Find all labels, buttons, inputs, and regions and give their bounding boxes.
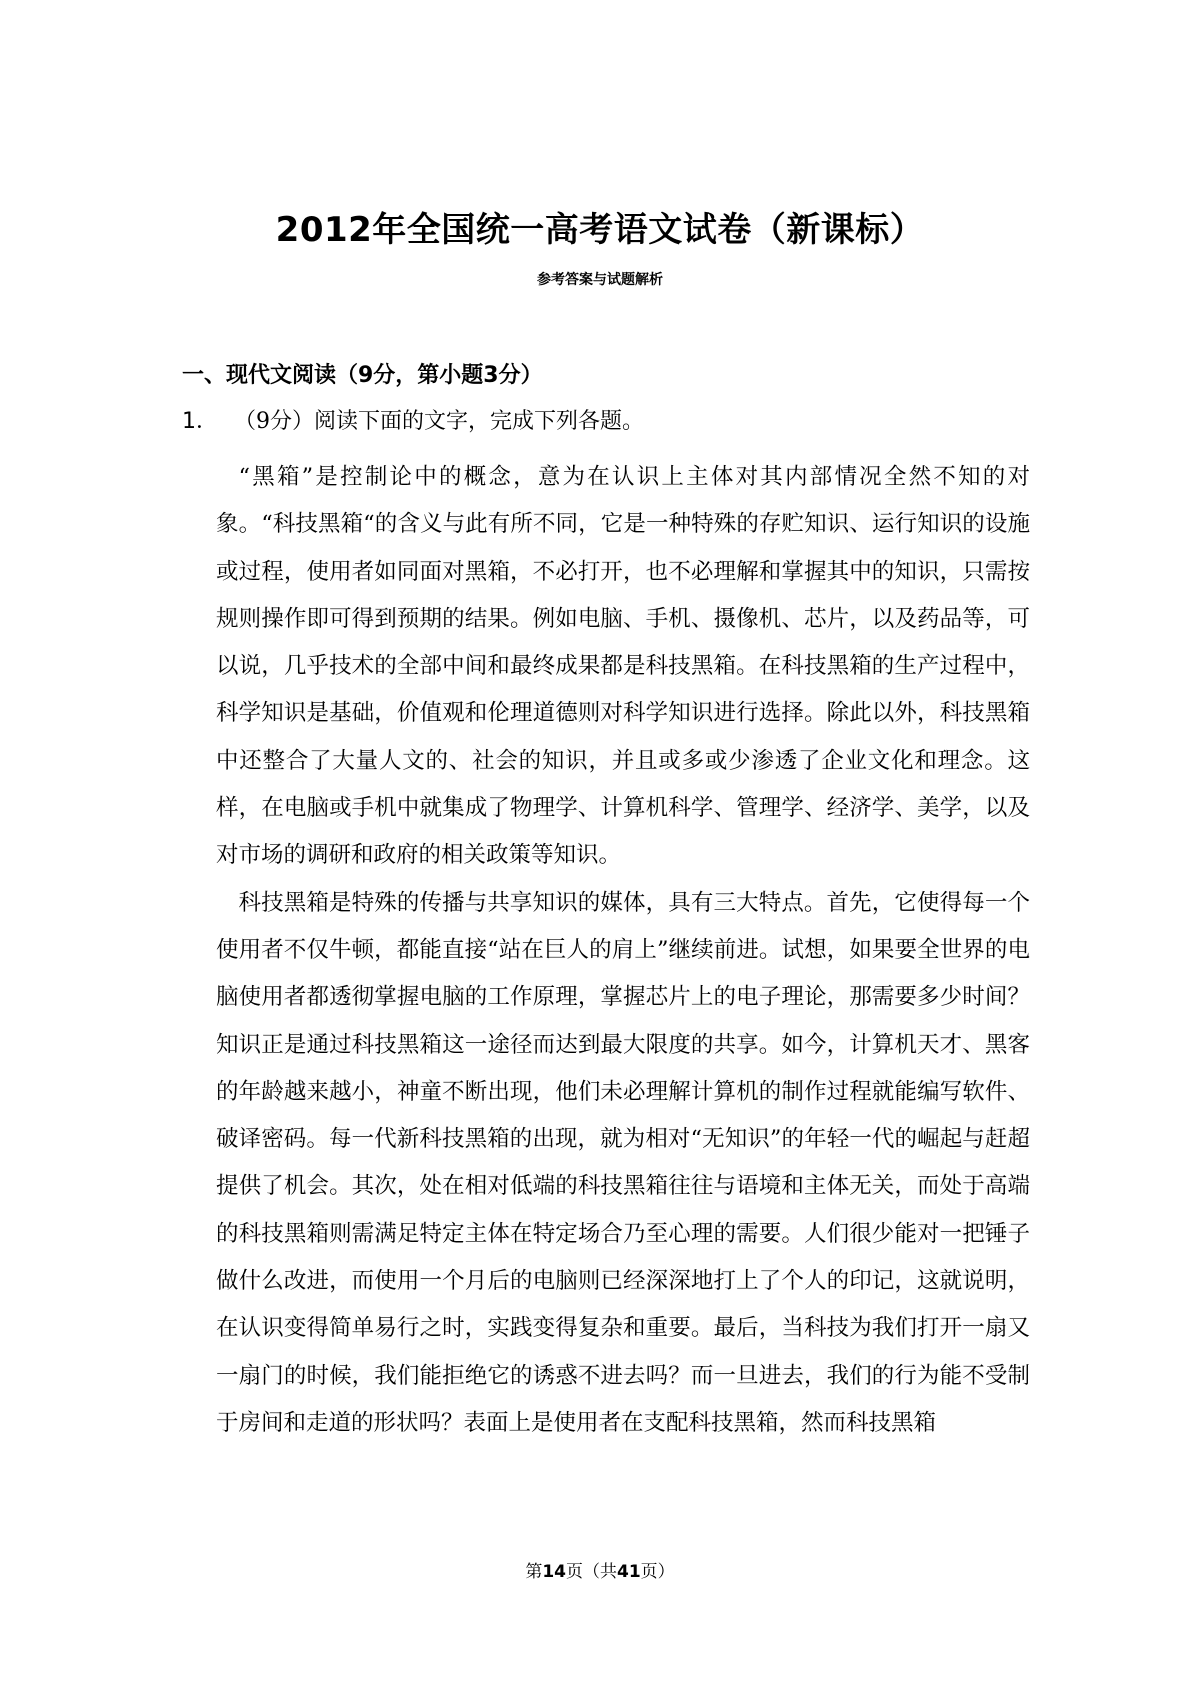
document-title: 2012年全国统一高考语文试卷（新课标） xyxy=(275,210,925,250)
footer-prefix: 第 xyxy=(525,1562,543,1582)
question-prompt xyxy=(182,406,1042,438)
question-text: （9分）阅读下面的文字，完成下列各题。 xyxy=(234,409,644,434)
footer-suffix: 页） xyxy=(640,1562,675,1582)
footer-total-pages: 41 xyxy=(617,1562,641,1582)
reading-passage xyxy=(216,454,1030,1447)
footer-middle: 页（共 xyxy=(566,1562,617,1582)
page-footer xyxy=(0,1560,1200,1584)
passage-paragraph-1: “黑箱”是控制论中的概念，意为在认识上主体对其内部情况全然不知的对象。“科技黑箱“的含义与此有所不同，它是一种特殊的存贮知识、运行知识的设施或过程，使用者如同面对黑箱，不必打开，也不必理解和掌握其中的知识，只需按规则操作即可得到预期的结果。例如电脑、手机、摄像机、芯片，以及药品等，可以说，几乎技术的全部中间和最终成果都是科技黑箱。在科技黑箱的生产过程中，科学知识是基础，价值观和伦理道德则对科学知识进行选择。除此以外，科技黑箱中还整合了大量人文的、社会的知识，并且或多或少渗透了企业文化和理念。这样，在电脑或手机中就集成了物理学、计算机科学、管理学、经济学、美学，以及对市场的调研和政府的相关政策等知识。 xyxy=(216,464,1030,869)
footer-page-number: 14 xyxy=(542,1562,566,1582)
passage-paragraph-2: 科技黑箱是特殊的传播与共享知识的媒体，具有三大特点。首先，它使得每一个使用者不仅牛顿，都能直接“站在巨人的肩上”继续前进。试想，如果要全世界的电脑使用者都透彻掌握电脑的工作原理，掌握芯片上的电子理论，那需要多少时间？知识正是通过科技黑箱这一途径而达到最大限度的共享。如今，计算机天才、黑客的年龄越来越小，神童不断出现，他们未必理解计算机的制作过程就能编写软件、破译密码。每一代新科技黑箱的出现，就为相对“无知识”的年轻一代的崛起与赶超提供了机会。其次，处在相对低端的科技黑箱往往与语境和主体无关，而处于高端的科技黑箱则需满足特定主体在特定场合乃至心理的需要。人们很少能对一把锤子做什么改进，而使用一个月后的电脑则已经深深地打上了个人的印记，这就说明，在认识变得简单易行之时，实践变得复杂和重要。最后，当科技为我们打开一扇又一扇门的时候，我们能拒绝它的诱惑不进去吗？而一旦进去，我们的行为能不受制于房间和走道的形状吗？表面上是使用者在支配科技黑箱，然而科技黑箱 xyxy=(216,889,1030,1436)
section-heading: 一、现代文阅读（9分，第小题3分） xyxy=(182,363,543,388)
document-subtitle: 参考答案与试题解析 xyxy=(537,272,663,288)
question-number: 1． xyxy=(182,409,218,434)
